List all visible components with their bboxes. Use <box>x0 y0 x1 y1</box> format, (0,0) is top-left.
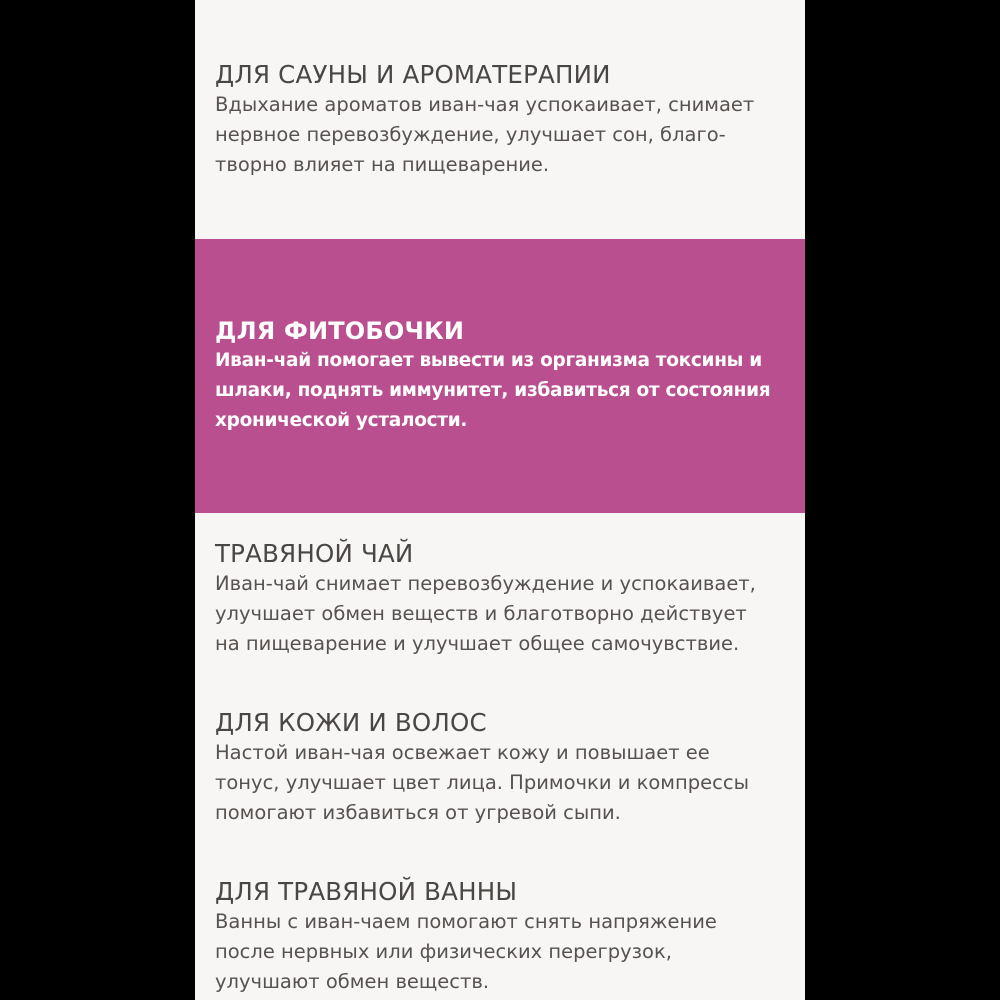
section-heading: ДЛЯ ФИТОБОЧКИ <box>215 317 465 345</box>
document-page <box>195 0 805 1000</box>
body-line: нервное перевозбуждение, улучшает сон, благо- <box>215 123 726 146</box>
section-phytobarrel <box>195 316 805 436</box>
body-line: Ванны с иван-чаем помогают снять напряжение <box>215 910 717 933</box>
body-line: Настой иван-чая освежает кожу и повышает ее <box>215 741 710 764</box>
section-body <box>215 90 791 180</box>
body-line: улучшают обмен веществ. <box>215 970 490 993</box>
section-heading: ДЛЯ КОЖИ И ВОЛОС <box>215 708 487 737</box>
section-body <box>215 569 791 659</box>
section-heading: ТРАВЯНОЙ ЧАЙ <box>215 539 414 568</box>
body-line: после нервных или физических перегрузок, <box>215 940 672 963</box>
body-line: улучшает обмен веществ и благотворно действует <box>215 602 747 625</box>
section-body <box>215 738 791 828</box>
section-skin-hair <box>195 708 805 828</box>
body-line: хронической усталости. <box>215 410 468 431</box>
section-heading: ДЛЯ ТРАВЯНОЙ ВАННЫ <box>215 877 518 906</box>
section-herbal-bath <box>195 877 805 997</box>
section-body <box>215 907 791 997</box>
body-line: Иван-чай помогает вывести из организма токсины и <box>215 350 762 371</box>
section-herbal-tea <box>195 539 805 659</box>
body-line: творно влияет на пищеварение. <box>215 153 550 176</box>
section-sauna-aromatherapy <box>195 60 805 180</box>
body-line: помогают избавиться от угревой сыпи. <box>215 801 621 824</box>
body-line: на пищеварение и улучшает общее самочувствие. <box>215 632 740 655</box>
section-body <box>215 346 791 436</box>
section-heading: ДЛЯ САУНЫ И АРОМАТЕРАПИИ <box>215 60 611 89</box>
body-line: Вдыхание ароматов иван-чая успокаивает, снимает <box>215 93 755 116</box>
body-line: шлаки, поднять иммунитет, избавиться от состояния <box>215 380 771 401</box>
body-line: Иван-чай снимает перевозбуждение и успокаивает, <box>215 572 756 595</box>
body-line: тонус, улучшает цвет лица. Примочки и компрессы <box>215 771 749 794</box>
